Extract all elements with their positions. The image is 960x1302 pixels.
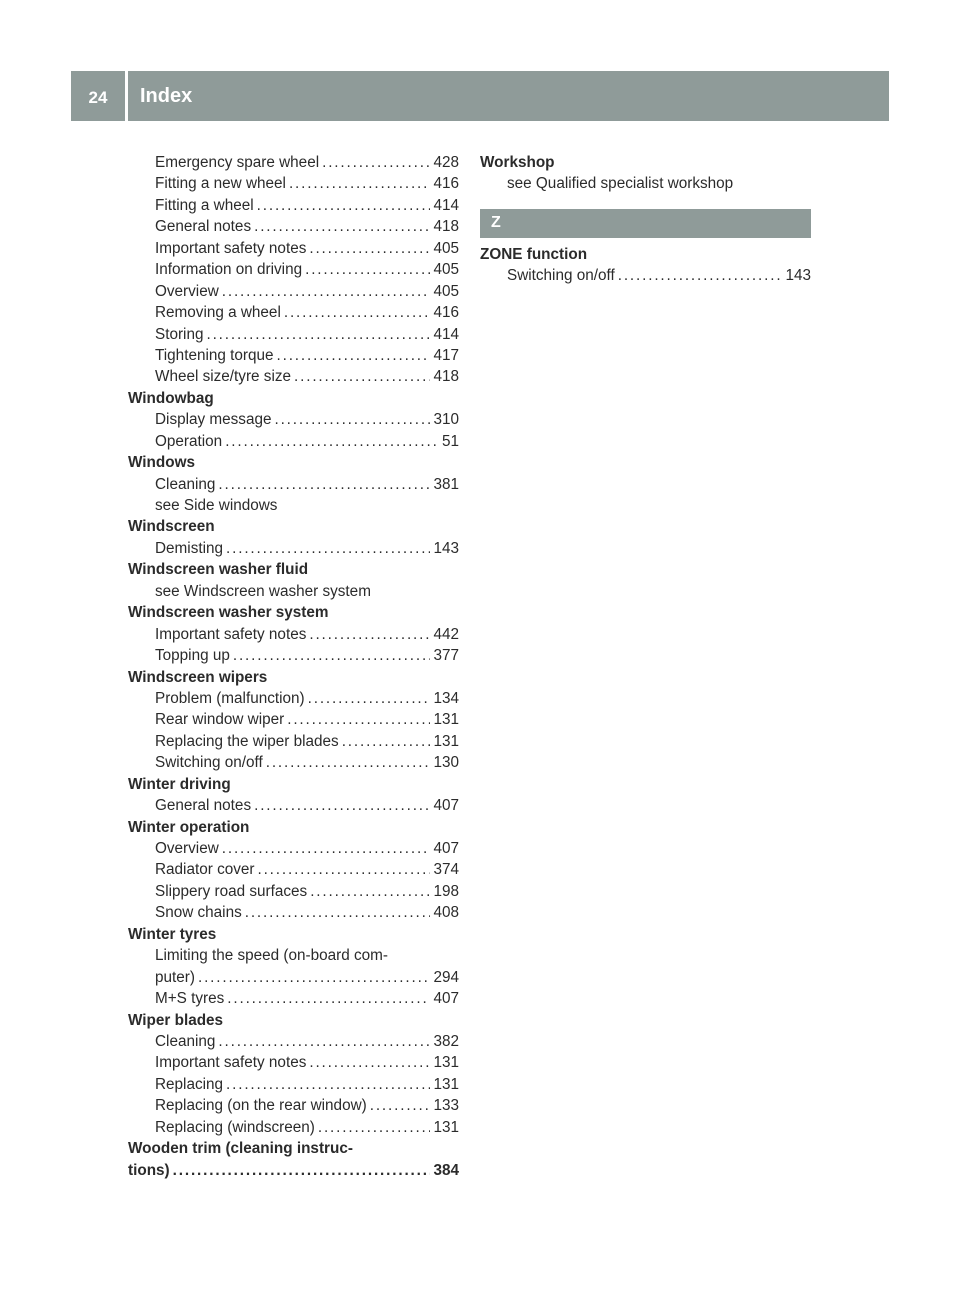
- index-entry[interactable]: [128, 259, 459, 280]
- index-entry[interactable]: [128, 152, 459, 173]
- entry-label: Emergency spare wheel: [155, 154, 320, 171]
- entry-page-number[interactable]: 407: [433, 840, 459, 857]
- dot-leader: [289, 173, 431, 194]
- entry-label: Radiator cover: [155, 861, 255, 879]
- index-entry[interactable]: [128, 1095, 459, 1116]
- index-heading: Winter tyres: [128, 925, 217, 943]
- dot-leader: [287, 709, 430, 730]
- index-entry[interactable]: [128, 688, 459, 709]
- entry-page-number[interactable]: 131: [433, 711, 459, 729]
- entry-label: tions): [128, 1161, 170, 1179]
- index-heading: Workshop: [480, 154, 555, 171]
- dot-leader: [233, 645, 431, 666]
- index-entry[interactable]: [128, 902, 459, 923]
- index-entry[interactable]: [128, 838, 459, 859]
- index-entry[interactable]: [128, 1052, 459, 1073]
- dot-leader: [218, 474, 430, 495]
- entry-label: Replacing (windscreen): [155, 1118, 315, 1136]
- entry-page-number[interactable]: 294: [433, 968, 459, 986]
- dot-leader: [226, 1074, 430, 1095]
- index-entry[interactable]: [128, 195, 459, 216]
- entry-page-number[interactable]: 381: [433, 475, 459, 493]
- page-number: 24: [88, 88, 108, 107]
- entry-label: Slippery road surfaces: [155, 882, 308, 900]
- entry-page-number[interactable]: 405: [433, 282, 459, 300]
- dot-leader: [305, 259, 430, 280]
- index-entry[interactable]: [128, 624, 459, 645]
- dot-leader: [370, 1095, 431, 1116]
- entry-page-number[interactable]: 407: [433, 990, 459, 1008]
- entry-label: Topping up: [155, 647, 230, 665]
- page-header: [71, 71, 889, 121]
- dot-leader: [310, 881, 430, 902]
- entry-label: Fitting a new wheel: [155, 175, 286, 193]
- entry-page-number[interactable]: 416: [433, 304, 459, 322]
- dot-leader: [198, 967, 431, 988]
- entry-label: Switching on/off: [155, 754, 263, 772]
- dot-leader: [257, 859, 430, 880]
- entry-label: Snow chains: [155, 904, 242, 922]
- dot-leader: [254, 216, 430, 237]
- index-entry[interactable]: [128, 366, 459, 387]
- entry-page-number[interactable]: 131: [433, 1075, 459, 1093]
- index-entry[interactable]: [128, 1074, 459, 1095]
- entry-label: Removing a wheel: [155, 304, 281, 322]
- entry-label: Problem (malfunction): [155, 689, 305, 707]
- dot-leader: [308, 688, 431, 709]
- entry-label: Replacing the wiper blades: [155, 732, 339, 750]
- dot-leader: [173, 1160, 431, 1181]
- dot-leader: [277, 345, 431, 366]
- index-heading: Windscreen wipers: [128, 668, 268, 686]
- index-column-right: [480, 152, 811, 287]
- index-entry[interactable]: [128, 216, 459, 237]
- index-entry[interactable]: [128, 281, 459, 302]
- entry-label: Cleaning: [155, 1032, 216, 1050]
- entry-label: Rear window wiper: [155, 711, 285, 729]
- dot-leader: [245, 902, 431, 923]
- index-entry[interactable]: [128, 645, 459, 666]
- entry-page-number[interactable]: 143: [433, 539, 459, 557]
- entry-page-number[interactable]: 377: [433, 647, 459, 665]
- dot-leader: [618, 265, 783, 286]
- index-entry[interactable]: [128, 238, 459, 259]
- dot-leader: [266, 752, 431, 773]
- entry-label: Tightening torque: [155, 346, 274, 364]
- index-entry[interactable]: [128, 752, 459, 773]
- entry-page-number[interactable]: 131: [433, 1054, 459, 1072]
- entry-page-number[interactable]: 133: [433, 1097, 459, 1115]
- index-heading: Windowbag: [128, 389, 214, 407]
- index-entry[interactable]: [128, 881, 459, 902]
- dot-leader: [309, 624, 430, 645]
- dot-leader: [226, 538, 430, 559]
- index-heading-entry[interactable]: [128, 1160, 459, 1181]
- index-subtext: see Windscreen washer system: [155, 582, 371, 600]
- dot-leader: [257, 195, 431, 216]
- entry-page-number[interactable]: 408: [433, 904, 459, 922]
- index-entry[interactable]: [128, 795, 459, 816]
- dot-leader: [342, 731, 431, 752]
- entry-label: M+S tyres: [155, 990, 225, 1008]
- index-entry[interactable]: [128, 474, 459, 495]
- entry-label: Storing: [155, 325, 204, 343]
- entry-label: Operation: [155, 432, 223, 450]
- index-heading: Windscreen: [128, 518, 215, 536]
- dot-leader: [309, 238, 430, 259]
- entry-label: Important safety notes: [155, 625, 307, 643]
- index-entry[interactable]: [128, 302, 459, 323]
- entry-page-number[interactable]: 407: [433, 797, 459, 815]
- entry-label: General notes: [155, 797, 252, 815]
- entry-page-number[interactable]: 405: [433, 261, 459, 279]
- index-entry[interactable]: [128, 1031, 459, 1052]
- entry-label: Information on driving: [155, 261, 303, 279]
- dot-leader: [294, 366, 430, 387]
- entry-label: Wheel size/tyre size: [155, 368, 292, 386]
- entry-label: Overview: [155, 282, 219, 300]
- index-heading: Winter driving: [128, 775, 231, 793]
- index-entry[interactable]: [128, 324, 459, 345]
- entry-page-number[interactable]: 131: [433, 732, 459, 750]
- entry-label: Demisting: [155, 539, 224, 557]
- entry-page-number[interactable]: 414: [433, 196, 459, 214]
- index-entry[interactable]: [128, 731, 459, 752]
- index-entry[interactable]: [128, 173, 459, 194]
- dot-leader: [206, 324, 430, 345]
- entry-label: Switching on/off: [507, 267, 615, 285]
- entry-page-number[interactable]: 382: [433, 1032, 459, 1050]
- entry-page-number[interactable]: 418: [433, 218, 459, 236]
- index-subtext: Limiting the speed (on-board com-: [155, 947, 388, 965]
- entry-page-number[interactable]: 310: [433, 411, 459, 429]
- index-entry[interactable]: [128, 859, 459, 880]
- dot-leader: [254, 795, 430, 816]
- dot-leader: [225, 431, 439, 452]
- index-subtext: see Qualified specialist workshop: [507, 175, 734, 193]
- entry-page-number[interactable]: 130: [433, 754, 459, 772]
- entry-label: puter): [155, 968, 195, 986]
- entry-label: Display message: [155, 411, 272, 429]
- index-heading: Wiper blades: [128, 1011, 224, 1029]
- page-title: Index: [140, 84, 193, 107]
- index-subtext: see Side windows: [155, 497, 278, 514]
- index-heading: Windscreen washer fluid: [128, 561, 309, 579]
- index-heading: Winter operation: [128, 818, 250, 836]
- entry-label: General notes: [155, 218, 252, 236]
- entry-page-number[interactable]: 374: [433, 861, 459, 879]
- dot-leader: [222, 281, 431, 302]
- dot-leader: [227, 988, 430, 1009]
- entry-page-number[interactable]: 384: [433, 1161, 459, 1179]
- index-entry[interactable]: [480, 265, 811, 286]
- entry-page-number[interactable]: 198: [433, 882, 459, 900]
- dot-leader: [222, 838, 431, 859]
- entry-page-number[interactable]: 418: [433, 368, 459, 386]
- entry-page-number[interactable]: 442: [433, 625, 459, 643]
- dot-leader: [318, 1117, 431, 1138]
- index-entry[interactable]: [128, 409, 459, 430]
- dot-leader: [322, 152, 430, 173]
- entry-label: Replacing (on the rear window): [155, 1097, 367, 1115]
- dot-leader: [274, 409, 430, 430]
- index-column-left: [128, 152, 459, 1181]
- entry-page-number[interactable]: 428: [433, 154, 459, 171]
- entry-page-number[interactable]: 143: [785, 267, 811, 285]
- entry-label: Important safety notes: [155, 239, 307, 257]
- index-entry[interactable]: [128, 431, 459, 452]
- section-letter-bar: Z: [480, 209, 811, 238]
- index-entry[interactable]: [128, 967, 459, 988]
- dot-leader: [284, 302, 431, 323]
- header-divider: [125, 71, 128, 121]
- index-entry[interactable]: [128, 345, 459, 366]
- index-heading: Windows: [128, 454, 195, 472]
- entry-page-number[interactable]: 416: [433, 175, 459, 193]
- index-heading: Windscreen washer system: [128, 604, 329, 622]
- index-entry[interactable]: [128, 1117, 459, 1138]
- entry-page-number[interactable]: 134: [433, 689, 459, 707]
- dot-leader: [218, 1031, 430, 1052]
- entry-page-number[interactable]: 131: [433, 1118, 459, 1136]
- entry-label: Replacing: [155, 1075, 224, 1093]
- index-entry[interactable]: [128, 709, 459, 730]
- index-entry[interactable]: [128, 988, 459, 1009]
- index-heading: Wooden trim (cleaning instruc-: [128, 1140, 353, 1158]
- entry-label: Overview: [155, 840, 219, 857]
- dot-leader: [309, 1052, 430, 1073]
- entry-label: Fitting a wheel: [155, 196, 254, 214]
- entry-label: Important safety notes: [155, 1054, 307, 1072]
- entry-page-number[interactable]: 414: [433, 325, 459, 343]
- index-entry[interactable]: [128, 538, 459, 559]
- entry-page-number[interactable]: 51: [441, 432, 459, 450]
- entry-page-number[interactable]: 405: [433, 239, 459, 257]
- entry-label: Cleaning: [155, 475, 216, 493]
- entry-page-number[interactable]: 417: [433, 346, 459, 364]
- index-heading: ZONE function: [480, 245, 588, 263]
